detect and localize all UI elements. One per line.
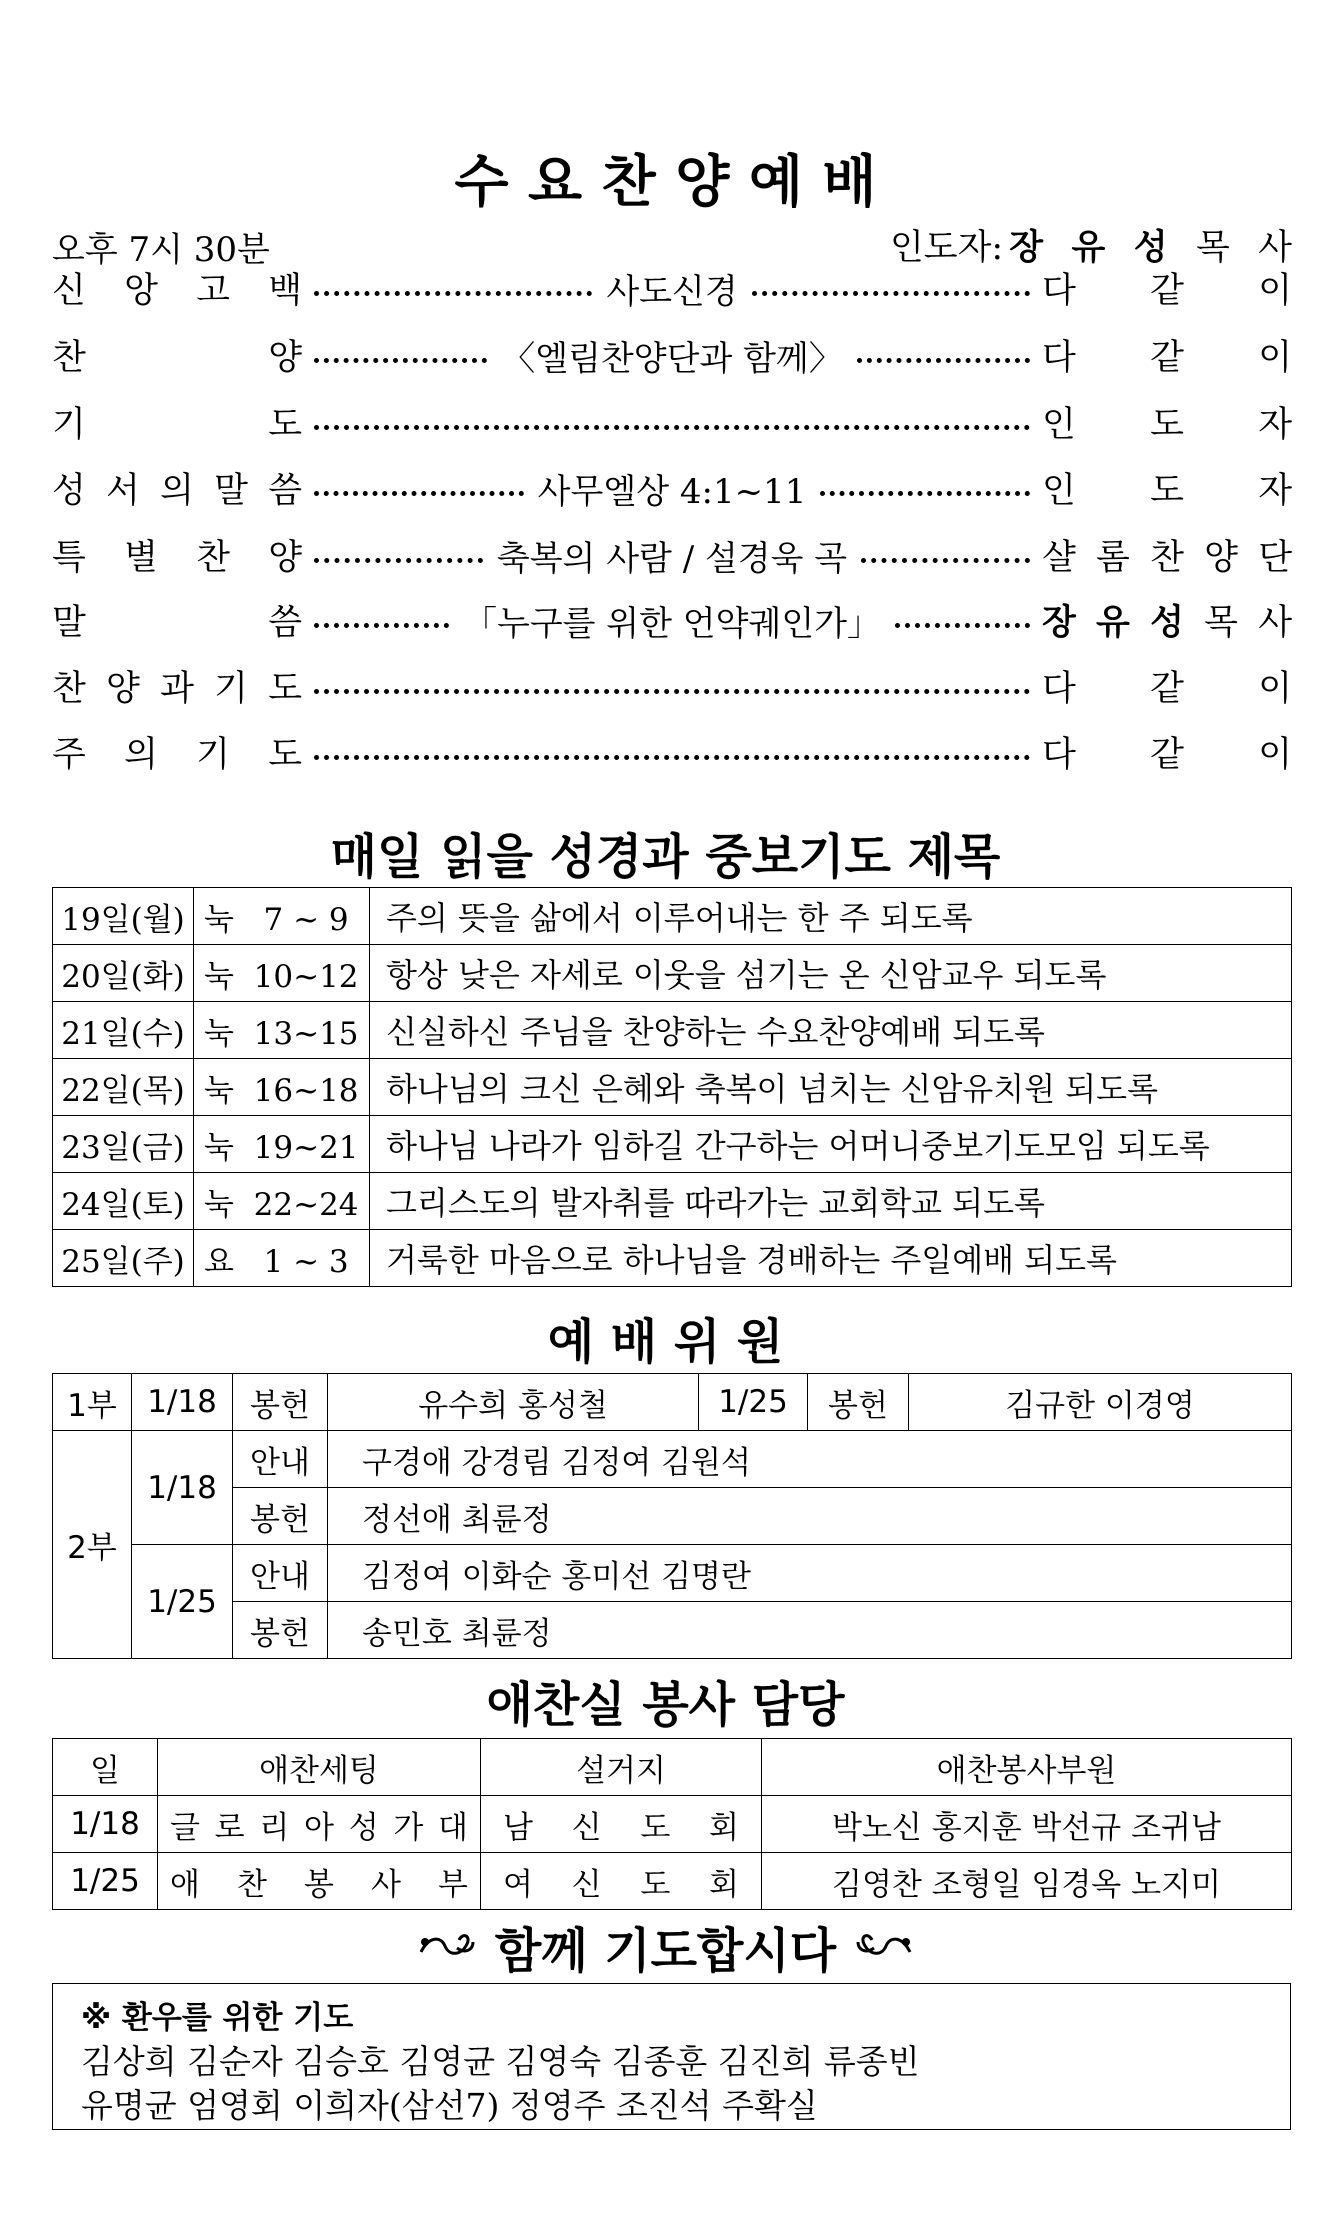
order-performer-char: 같: [1150, 271, 1184, 311]
order-performer-char: 사: [1258, 603, 1292, 643]
dot-leader: [861, 558, 1030, 563]
order-label-char: 앙: [124, 271, 158, 311]
order-leader-dots: [314, 679, 1030, 694]
order-label-char: 별: [124, 538, 158, 578]
order-performer-char: 목: [1204, 603, 1238, 643]
committee-title: 예 배 위 원: [547, 1314, 784, 1370]
committee-date: 1/25: [132, 1545, 233, 1659]
kitchen-setting-char: 가: [393, 1809, 424, 1846]
order-label: [52, 463, 302, 513]
kitchen-setting-char: 찬: [237, 1866, 267, 1903]
prayer-title: 함께 기도합시다: [494, 1923, 837, 1979]
order-label: [52, 397, 302, 447]
order-label-char: 씀: [268, 471, 302, 511]
reading-row: [53, 945, 1292, 1002]
order-leader-dots: [314, 331, 1030, 380]
reading-date: 21일(수): [53, 1002, 194, 1059]
kitchen-setting-char: 부: [438, 1866, 468, 1903]
kitchen-header-setting: 애찬세팅: [158, 1739, 481, 1796]
order-row: [52, 325, 1292, 385]
order-performer: [1042, 661, 1292, 711]
order-performer-char: 같: [1150, 338, 1184, 378]
order-performer-char: 이: [1258, 669, 1292, 709]
order-label-char: 양: [106, 669, 140, 709]
kitchen-dishes-text: [481, 1859, 761, 1904]
kitchen-dishes-char: 여: [503, 1866, 533, 1903]
leader-title-1: 목: [1195, 228, 1230, 268]
order-label-char: 백: [268, 271, 302, 311]
committee-names: 송민호 최륜정: [328, 1602, 1292, 1659]
order-label: [52, 263, 302, 313]
dot-leader: [314, 425, 1030, 430]
kitchen-header-date: 일: [53, 1739, 158, 1796]
order-performer-char: 다: [1042, 735, 1076, 775]
kitchen-dishes: [481, 1853, 762, 1910]
kitchen-setting: [158, 1796, 481, 1853]
order-performer-char: 자: [1258, 471, 1292, 511]
committee-role: 봉헌: [233, 1488, 328, 1545]
reading-passage: 눅 7 ~ 9: [194, 888, 370, 945]
order-label-char: 서: [106, 471, 140, 511]
dot-leader: [314, 755, 1030, 760]
reading-date: 22일(목): [53, 1059, 194, 1116]
order-leader-dots: [314, 745, 1030, 760]
kitchen-setting-char: 아: [304, 1809, 334, 1846]
leader-label: 인도자:: [890, 228, 1004, 268]
kitchen-dishes-char: 신: [571, 1809, 602, 1846]
order-label-char: 기: [196, 735, 230, 775]
reading-date: 19일(월): [53, 888, 194, 945]
order-performer-char: 롬: [1096, 538, 1130, 578]
committee-date: 1/25: [699, 1374, 808, 1431]
reading-row: [53, 1230, 1292, 1287]
dot-leader: [857, 358, 1030, 363]
order-performer-char: 이: [1258, 338, 1292, 378]
order-label: [52, 661, 302, 711]
reading-date: 20일(화): [53, 945, 194, 1002]
kitchen-setting-text: [158, 1859, 480, 1904]
committee-names: 김규한 이경영: [909, 1374, 1292, 1431]
dot-leader: [314, 358, 487, 363]
ornament-right-icon: [854, 1930, 914, 1964]
order-label-char: 도: [268, 405, 302, 445]
order-leader-dots: [314, 531, 1030, 580]
reading-row: [53, 1173, 1292, 1230]
order-label-char: 의: [160, 471, 194, 511]
kitchen-setting-char: 사: [371, 1866, 401, 1903]
order-row: [52, 590, 1292, 650]
ornament-left-icon: [417, 1930, 477, 1964]
kitchen-table: [52, 1738, 1292, 1910]
order-label-char: 씀: [268, 603, 302, 643]
order-label-char: 찬: [52, 669, 86, 709]
order-performer-char: 다: [1042, 669, 1076, 709]
order-label-char: 기: [214, 669, 248, 709]
kitchen-setting-char: 성: [348, 1809, 379, 1846]
order-row: [52, 258, 1292, 318]
order-label-char: 의: [124, 735, 158, 775]
order-label-char: 찬: [196, 538, 230, 578]
part-label: 2부: [53, 1431, 132, 1659]
reading-date: 23일(금): [53, 1116, 194, 1173]
kitchen-header-row: [53, 1739, 1292, 1796]
order-leader-dots: [314, 415, 1030, 430]
reading-topic: 하나님 나라가 임하길 간구하는 어머니중보기도모임 되도록: [370, 1116, 1292, 1173]
order-content: 축복의 사람 / 설경욱 곡: [496, 538, 848, 579]
committee-date: 1/18: [132, 1431, 233, 1545]
kitchen-setting-char: 애: [170, 1866, 200, 1903]
committee-names: 구경애 강경림 김정여 김원석: [328, 1431, 1292, 1488]
kitchen-dishes-char: 회: [709, 1809, 739, 1846]
reading-topic: 하나님의 크신 은혜와 축복이 넘치는 신암유치원 되도록: [370, 1059, 1292, 1116]
order-label: [52, 595, 302, 645]
order-label: [52, 530, 302, 580]
prayer-box: [52, 1983, 1291, 2130]
reading-table: [52, 887, 1292, 1287]
committee-role: 봉헌: [233, 1602, 328, 1659]
reading-date: 24일(토): [53, 1173, 194, 1230]
order-label-char: 신: [52, 271, 86, 311]
committee-row: [53, 1431, 1292, 1488]
dot-leader: [752, 291, 1030, 296]
committee-names: 정선애 최륜정: [328, 1488, 1292, 1545]
kitchen-dishes: [481, 1796, 762, 1853]
committee-row-first: [53, 1374, 1292, 1431]
dot-leader: [314, 558, 483, 563]
order-performer-char: 이: [1258, 271, 1292, 311]
order-label-char: 말: [52, 603, 86, 643]
prayer-title-row: [0, 1912, 1331, 1981]
order-row: [52, 392, 1292, 452]
order-performer-char: 같: [1150, 735, 1184, 775]
kitchen-dishes-char: 남: [503, 1809, 533, 1846]
order-performer-char: 같: [1150, 669, 1184, 709]
committee-row: [53, 1545, 1292, 1602]
reading-date: 25일(주): [53, 1230, 194, 1287]
order-performer-char: 다: [1042, 271, 1076, 311]
order-performer: [1042, 263, 1292, 313]
leader-name-2: 유: [1071, 228, 1106, 268]
order-label-char: 양: [268, 338, 302, 378]
order-performer-char: 이: [1258, 735, 1292, 775]
committee-names: 김정여 이화순 홍미선 김명란: [328, 1545, 1292, 1602]
order-label: [52, 330, 302, 380]
order-performer: [1042, 397, 1292, 447]
committee-row: [53, 1602, 1292, 1659]
dot-leader: [314, 623, 449, 628]
kitchen-title: 애찬실 봉사 담당: [486, 1677, 845, 1733]
order-content: 사도신경: [606, 271, 738, 312]
kitchen-setting-char: 리: [259, 1809, 290, 1846]
kitchen-date: 1/18: [53, 1796, 158, 1853]
order-performer: [1042, 330, 1292, 380]
leader-name-1: 장: [1009, 228, 1044, 268]
kitchen-dishes-char: 신: [571, 1866, 602, 1903]
order-performer-char: 도: [1150, 405, 1184, 445]
order-leader-dots: [314, 264, 1030, 313]
order-performer: [1042, 595, 1292, 645]
order-performer-char: 장: [1042, 603, 1076, 643]
dot-leader: [895, 623, 1030, 628]
order-label-char: 과: [160, 669, 194, 709]
order-label-char: 고: [196, 271, 230, 311]
order-label-char: 말: [214, 471, 248, 511]
order-performer-char: 인: [1042, 405, 1076, 445]
reading-passage: 눅 19~21: [194, 1116, 370, 1173]
committee-table: [52, 1373, 1292, 1659]
order-content: 「누구를 위한 언약궤인가」: [462, 603, 882, 644]
kitchen-setting-text: [158, 1802, 480, 1847]
order-performer-char: 단: [1258, 538, 1292, 578]
order-leader-dots: [314, 596, 1030, 645]
committee-date: 1/18: [132, 1374, 233, 1431]
reading-row: [53, 1116, 1292, 1173]
order-row: [52, 458, 1292, 518]
kitchen-setting-char: 글: [170, 1809, 200, 1846]
kitchen-row: [53, 1796, 1292, 1853]
reading-topic: 거룩한 마음으로 하나님을 경배하는 주일예배 되도록: [370, 1230, 1292, 1287]
dot-leader: [820, 491, 1030, 496]
prayer-names-line-1: 김상희 김순자 김승호 김영균 김영숙 김종훈 김진희 류종빈: [81, 2042, 920, 2081]
order-label-char: 도: [268, 735, 302, 775]
committee-role: 봉헌: [808, 1374, 909, 1431]
committee-role: 안내: [233, 1431, 328, 1488]
committee-names: 유수희 홍성철: [328, 1374, 699, 1431]
leader-title-2: 사: [1258, 228, 1292, 268]
order-content: 〈엘림찬양단과 함께〉: [501, 338, 843, 379]
prayer-names-line-2: 유명균 엄영회 이희자(삼선7) 정영주 조진석 주확실: [81, 2086, 818, 2125]
order-performer-char: 양: [1204, 538, 1238, 578]
kitchen-dishes-text: [481, 1802, 761, 1847]
order-label-char: 기: [52, 405, 86, 445]
reading-row: [53, 1059, 1292, 1116]
kitchen-setting-char: 봉: [304, 1866, 334, 1903]
kitchen-setting: [158, 1853, 481, 1910]
reading-topic: 주의 뜻을 삶에서 이루어내는 한 주 되도록: [370, 888, 1292, 945]
reading-row: [53, 1002, 1292, 1059]
committee-row: [53, 1488, 1292, 1545]
kitchen-dishes-char: 도: [640, 1809, 671, 1846]
order-row: [52, 656, 1292, 716]
dot-leader: [314, 689, 1030, 694]
reading-passage: 눅 22~24: [194, 1173, 370, 1230]
reading-topic: 신실하신 주님을 찬양하는 수요찬양예배 되도록: [370, 1002, 1292, 1059]
order-label-char: 양: [268, 538, 302, 578]
order-label-char: 찬: [52, 338, 86, 378]
order-label-char: 주: [52, 735, 86, 775]
order-performer: [1042, 530, 1292, 580]
order-row: [52, 525, 1292, 585]
order-performer-char: 성: [1150, 603, 1184, 643]
kitchen-header-members: 애찬봉사부원: [762, 1739, 1292, 1796]
order-row: [52, 722, 1292, 782]
kitchen-dishes-char: 회: [709, 1866, 739, 1903]
kitchen-date: 1/25: [53, 1853, 158, 1910]
order-performer-char: 찬: [1150, 538, 1184, 578]
reading-topic: 항상 낮은 자세로 이웃을 섬기는 온 신암교우 되도록: [370, 945, 1292, 1002]
dot-leader: [314, 291, 592, 296]
kitchen-setting-char: 로: [214, 1809, 245, 1846]
order-performer-char: 다: [1042, 338, 1076, 378]
service-title: 수 요 찬 양 예 배: [454, 150, 877, 215]
kitchen-members: 김영찬 조형일 임경옥 노지미: [762, 1853, 1292, 1910]
order-performer-char: 도: [1150, 471, 1184, 511]
order-performer: [1042, 463, 1292, 513]
order-performer-char: 샬: [1042, 538, 1076, 578]
part-label: 1부: [53, 1374, 132, 1431]
reading-passage: 요 1 ~ 3: [194, 1230, 370, 1287]
order-content: 사무엘상 4:1~11: [537, 471, 807, 512]
reading-title: 매일 읽을 성경과 중보기도 제목: [330, 829, 1001, 885]
service-time: 오후 7시 30분: [52, 230, 270, 270]
order-performer-char: 유: [1096, 603, 1130, 643]
reading-passage: 눅 10~12: [194, 945, 370, 1002]
committee-role: 안내: [233, 1545, 328, 1602]
order-performer-char: 인: [1042, 471, 1076, 511]
dot-leader: [314, 491, 524, 496]
order-leader-dots: [314, 464, 1030, 513]
prayer-heading: ※ 환우를 위한 기도: [81, 2000, 354, 2036]
kitchen-header-dishes: 설거지: [481, 1739, 762, 1796]
order-performer-char: 자: [1258, 405, 1292, 445]
reading-passage: 눅 13~15: [194, 1002, 370, 1059]
order-label-char: 성: [52, 471, 86, 511]
committee-role: 봉헌: [233, 1374, 328, 1431]
kitchen-setting-char: 대: [438, 1809, 468, 1846]
leader-name-3: 성: [1133, 228, 1168, 268]
reading-topic: 그리스도의 발자취를 따라가는 교회학교 되도록: [370, 1173, 1292, 1230]
order-performer: [1042, 727, 1292, 777]
kitchen-row: [53, 1853, 1292, 1910]
order-label-char: 특: [52, 538, 86, 578]
order-label: [52, 727, 302, 777]
kitchen-dishes-char: 도: [640, 1866, 671, 1903]
reading-row: [53, 888, 1292, 945]
kitchen-members: 박노신 홍지훈 박선규 조귀남: [762, 1796, 1292, 1853]
reading-passage: 눅 16~18: [194, 1059, 370, 1116]
order-label-char: 도: [268, 669, 302, 709]
